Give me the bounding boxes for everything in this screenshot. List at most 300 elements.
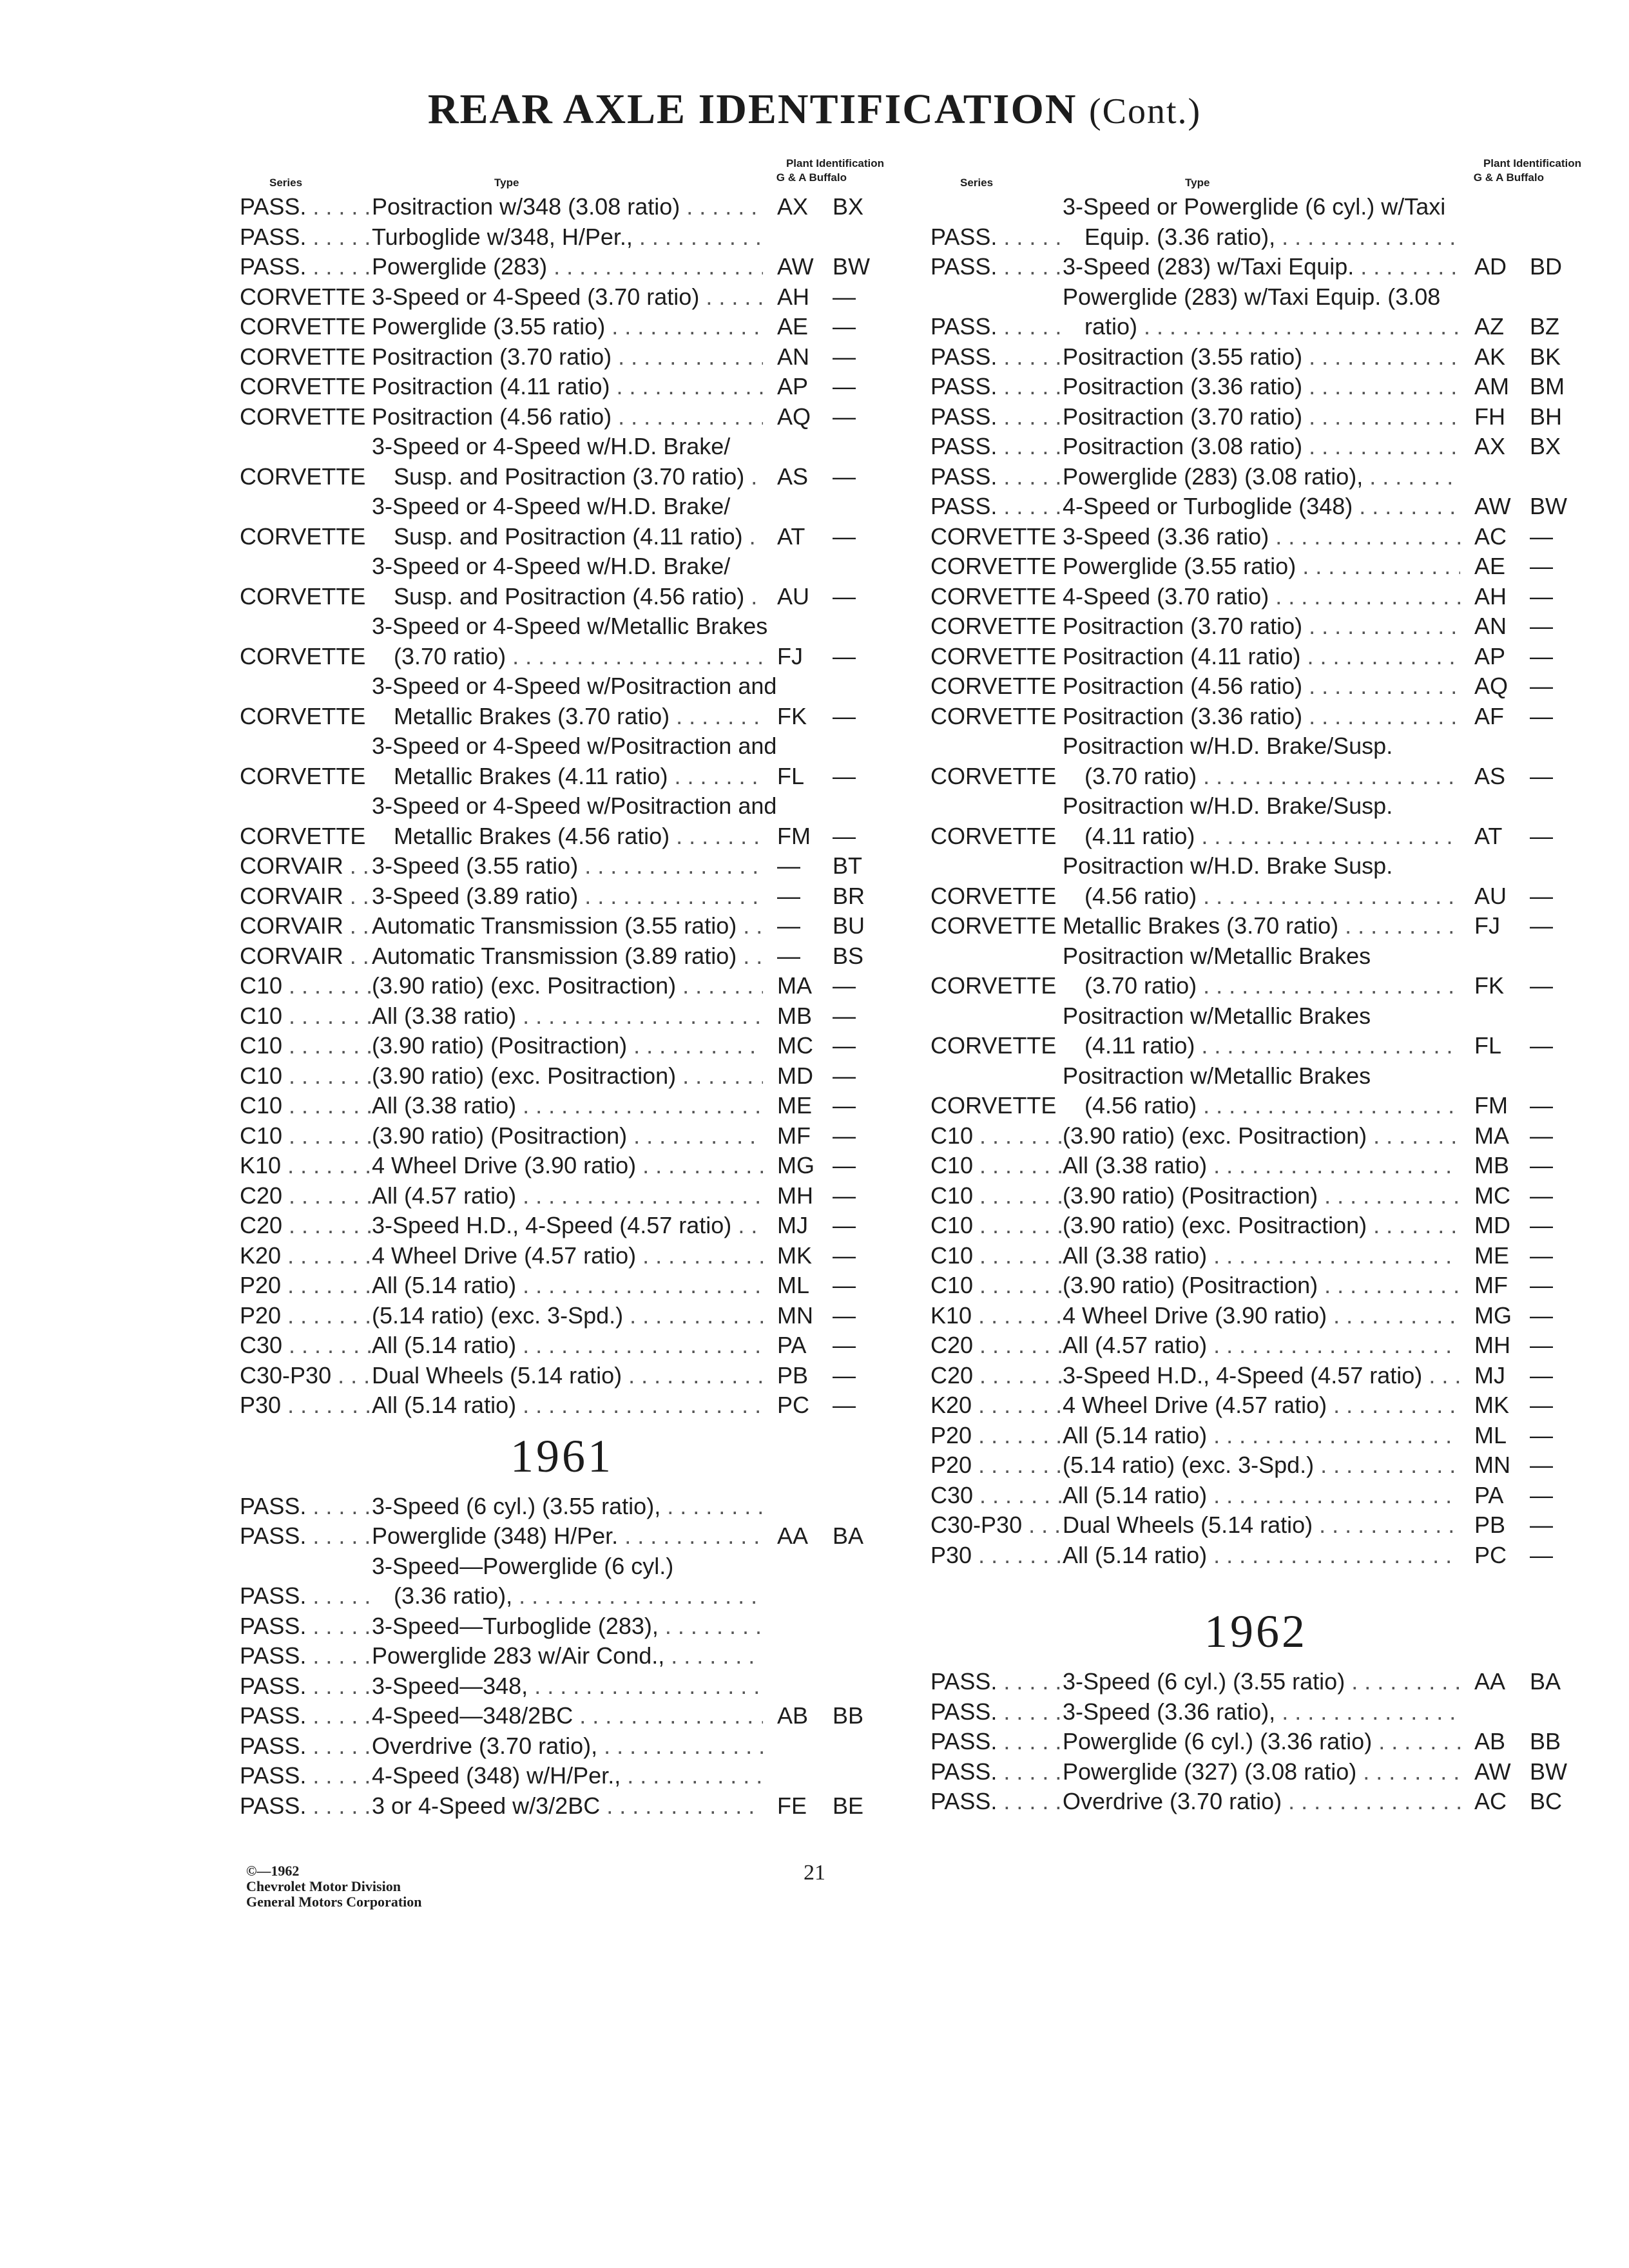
buffalo-code-cell: BK <box>1530 343 1561 370</box>
type-line: 4-Speed (3.70 ratio) . . . <box>1063 582 1460 612</box>
buffalo-code-cell: — <box>1530 1361 1553 1389</box>
series-cell: C10 . . . <box>240 1061 372 1091</box>
table-row <box>240 1731 884 1762</box>
ga-code-cell: AA <box>777 1523 809 1549</box>
series-cell: C10 . . . <box>240 1001 372 1032</box>
table-row <box>930 642 1581 672</box>
buffalo-code-cell: — <box>833 1152 856 1178</box>
table-row <box>930 791 1581 851</box>
type-line: (3.90 ratio) (Positraction) . . . <box>1063 1181 1460 1211</box>
type-line: Powerglide (3.55 ratio) . . . <box>1063 552 1460 582</box>
table-row <box>930 1301 1581 1331</box>
series-cell: CORVETTE . . . <box>240 762 372 792</box>
buffalo-code-cell: BD <box>1530 253 1563 280</box>
series-cell: K20 . . . <box>930 1390 1063 1421</box>
series-cell: PASS. . . . <box>240 1581 372 1611</box>
ga-code-cell: AE <box>777 313 809 340</box>
type-line: Positraction w/Metallic Brakes <box>1063 942 1371 969</box>
type-cell <box>372 312 763 342</box>
table-row <box>240 1701 884 1731</box>
type-cell <box>1063 582 1460 612</box>
table-row <box>240 252 884 282</box>
ga-code-cell: MD <box>1474 1212 1510 1238</box>
series-cell: C30-P30 . . . <box>930 1510 1063 1541</box>
series-cell: CORVETTE . . . <box>240 342 372 372</box>
buffalo-code-cell: — <box>1530 912 1553 939</box>
series-cell: CORVETTE . . . <box>930 911 1063 941</box>
table-row <box>930 911 1581 941</box>
series-cell: C10 . . . <box>930 1121 1063 1151</box>
ga-code-cell: PC <box>777 1392 810 1418</box>
page-number: 21 <box>804 1861 825 1885</box>
ga-code-cell: PC <box>1474 1541 1507 1568</box>
ga-code-cell: ML <box>1474 1421 1507 1448</box>
type-line: All (5.14 ratio) . . . <box>372 1390 763 1421</box>
type-line: 3-Speed or 4-Speed w/H.D. Brake/ <box>372 433 731 459</box>
type-line: 3-Speed (6 cyl.) (3.55 ratio), . . . <box>372 1492 763 1522</box>
buffalo-code-cell: — <box>833 283 856 310</box>
ga-code-cell: AA <box>1474 1668 1506 1695</box>
ga-code-cell: AS <box>1474 762 1506 789</box>
type-line: Powerglide (6 cyl.) (3.36 ratio) . . . <box>1063 1727 1460 1757</box>
series-cell: CORVETTE . . . <box>930 552 1063 582</box>
type-line: (3.90 ratio) (Positraction) . . . <box>372 1031 763 1061</box>
type-line: Positraction (3.36 ratio) . . . <box>1063 372 1460 402</box>
table-row <box>240 1271 884 1301</box>
series-cell: PASS. . . . <box>930 372 1063 402</box>
type-line: 3-Speed—Powerglide (6 cyl.) <box>372 1552 674 1579</box>
buffalo-code-cell: — <box>1530 673 1553 699</box>
type-cell <box>372 1061 763 1091</box>
ga-code-cell: AQ <box>1474 673 1509 699</box>
series-cell: PASS. . . . <box>930 492 1063 522</box>
table-row <box>240 731 884 791</box>
table-row <box>930 1667 1581 1697</box>
ga-code-cell: MN <box>777 1302 813 1329</box>
ga-code-cell: PB <box>777 1361 809 1389</box>
type-cell <box>372 552 763 611</box>
buffalo-code-cell: — <box>833 972 856 999</box>
series-cell: C30 . . . <box>240 1331 372 1361</box>
type-cell <box>372 282 763 312</box>
type-cell <box>1063 791 1460 851</box>
table-row <box>930 1481 1581 1511</box>
ga-code-cell: AH <box>1474 582 1507 610</box>
type-cell <box>372 671 777 731</box>
type-line: (4.11 ratio) . . . <box>1063 822 1460 852</box>
table-row <box>930 192 1581 252</box>
series-cell: CORVETTE . . . <box>930 671 1063 702</box>
type-line: (4.56 ratio) . . . <box>1063 881 1460 912</box>
ga-code-cell: AP <box>777 373 809 399</box>
table-row <box>930 402 1581 432</box>
series-cell: P30 . . . <box>930 1541 1063 1571</box>
table-row <box>240 222 884 253</box>
series-cell: C10 . . . <box>930 1181 1063 1211</box>
type-line: 4 Wheel Drive (3.90 ratio) . . . <box>1063 1301 1460 1331</box>
series-cell: CORVAIR . . . <box>240 911 372 941</box>
type-cell <box>372 222 763 253</box>
buffalo-code-cell: — <box>1530 1272 1553 1298</box>
type-line: Positraction (3.70 ratio) . . . <box>1063 611 1460 642</box>
series-cell: K10 . . . <box>240 1151 372 1181</box>
buffalo-code-cell: — <box>1530 613 1553 639</box>
ga-code-cell: AB <box>777 1702 809 1729</box>
ga-code-cell: AH <box>777 283 810 310</box>
buffalo-code-cell: BE <box>833 1792 864 1819</box>
buffalo-code-cell: — <box>833 762 856 789</box>
type-cell <box>1063 1510 1460 1541</box>
ga-code-cell: MK <box>1474 1392 1509 1418</box>
type-cell <box>1063 1361 1460 1391</box>
type-line: 3-Speed or 4-Speed w/H.D. Brake/ <box>372 493 731 519</box>
type-cell <box>1063 1151 1460 1181</box>
table-row <box>930 252 1581 282</box>
table-row <box>240 1390 884 1421</box>
ga-code-cell: AW <box>1474 493 1511 519</box>
type-cell <box>372 941 763 972</box>
table-row <box>240 881 884 912</box>
type-cell <box>372 1492 763 1522</box>
type-cell <box>372 1151 763 1181</box>
type-cell <box>372 1301 763 1331</box>
type-cell <box>1063 1481 1460 1511</box>
series-cell: CORVETTE . . . <box>240 402 372 432</box>
table-row <box>930 342 1581 372</box>
series-cell: PASS. . . . <box>240 1671 372 1702</box>
ga-code-cell: MB <box>777 1002 812 1029</box>
table-row <box>930 1241 1581 1271</box>
series-cell: CORVETTE . . . <box>240 522 372 552</box>
type-cell <box>372 1390 763 1421</box>
table-row <box>930 522 1581 552</box>
type-line: All (5.14 ratio) . . . <box>1063 1481 1460 1511</box>
series-cell: CORVETTE . . . <box>240 282 372 312</box>
type-cell <box>1063 282 1460 342</box>
type-line: 3-Speed or 4-Speed w/Positraction and <box>372 793 777 819</box>
series-cell: CORVAIR . . . <box>240 851 372 881</box>
table-row <box>240 312 884 342</box>
table-row <box>930 1061 1581 1121</box>
type-line: 3-Speed (3.89 ratio) . . . <box>372 881 763 912</box>
type-line: All (4.57 ratio) . . . <box>1063 1331 1460 1361</box>
series-cell: C10 . . . <box>240 1121 372 1151</box>
ga-code-cell: MH <box>1474 1332 1510 1358</box>
table-row <box>240 911 884 941</box>
buffalo-code-cell: — <box>1530 1392 1553 1418</box>
table-row <box>930 462 1581 492</box>
buffalo-code-cell: BX <box>833 193 864 220</box>
type-cell <box>1063 1787 1460 1817</box>
type-line: 3-Speed or 4-Speed w/Positraction and <box>372 733 777 759</box>
type-cell <box>1063 1241 1460 1271</box>
type-cell <box>1063 671 1460 702</box>
buffalo-code-cell: — <box>833 1392 856 1418</box>
type-cell <box>372 911 763 941</box>
series-cell: CORVETTE . . . <box>930 1031 1063 1061</box>
table-row <box>930 671 1581 702</box>
type-cell <box>372 881 763 912</box>
type-cell <box>372 252 763 282</box>
table-row <box>240 611 884 671</box>
type-line: 3-Speed (283) w/Taxi Equip. . . . <box>1063 252 1460 282</box>
series-cell: PASS. . . . <box>930 312 1063 342</box>
type-line: All (3.38 ratio) . . . <box>372 1091 763 1121</box>
series-cell: CORVETTE . . . <box>240 822 372 852</box>
type-cell <box>372 1701 763 1731</box>
type-line: Positraction (3.70 ratio) . . . <box>1063 402 1460 432</box>
buffalo-code-cell: BW <box>1530 493 1567 519</box>
type-line: Dual Wheels (5.14 ratio) . . . <box>1063 1510 1460 1541</box>
header-series: Series <box>960 177 994 189</box>
ga-code-cell: MF <box>1474 1272 1508 1298</box>
series-cell: CORVAIR . . . <box>240 881 372 912</box>
table-row <box>930 1541 1581 1571</box>
table-row <box>930 1787 1581 1817</box>
table-row <box>930 1697 1581 1727</box>
series-cell: PASS. . . . <box>240 192 372 222</box>
series-cell: CORVETTE . . . <box>930 702 1063 732</box>
type-line: 4-Speed or Turboglide (348) . . . <box>1063 492 1460 522</box>
series-cell: CORVETTE . . . <box>240 702 372 732</box>
ga-code-cell: FM <box>777 822 811 849</box>
table-row <box>930 282 1581 342</box>
type-cell <box>1063 552 1460 582</box>
series-cell: PASS. . . . <box>930 222 1063 253</box>
buffalo-code-cell: BW <box>1530 1758 1567 1785</box>
type-cell <box>1063 731 1460 791</box>
ga-code-cell: AP <box>1474 642 1506 669</box>
ga-code-cell: AZ <box>1474 313 1505 340</box>
buffalo-code-cell: BB <box>1530 1728 1561 1754</box>
type-cell <box>372 1641 763 1671</box>
buffalo-code-cell: BX <box>1530 433 1561 459</box>
type-line: 4-Speed (348) w/H/Per., . . . <box>372 1761 763 1791</box>
ga-code-cell: PA <box>1474 1481 1504 1508</box>
series-cell: P20 . . . <box>240 1301 372 1331</box>
type-line: Powerglide (283) w/Taxi Equip. (3.08 <box>1063 283 1441 310</box>
buffalo-code-cell: — <box>1530 1242 1553 1269</box>
series-cell: C10 . . . <box>930 1151 1063 1181</box>
ga-code-cell: AW <box>777 253 814 280</box>
type-line: Metallic Brakes (3.70 ratio) . . . <box>1063 911 1460 941</box>
table-row <box>930 1121 1581 1151</box>
type-cell <box>1063 252 1460 282</box>
ga-code-cell: AD <box>1474 253 1507 280</box>
type-line: Automatic Transmission (3.89 ratio) . . . <box>372 941 763 972</box>
ga-code-cell: FJ <box>777 642 803 669</box>
buffalo-code-cell: BC <box>1530 1788 1563 1814</box>
series-cell: C10 . . . <box>240 1091 372 1121</box>
table-row <box>240 1521 884 1552</box>
series-cell: CORVETTE . . . <box>930 881 1063 912</box>
buffalo-code-cell: — <box>1530 1421 1553 1448</box>
table-row <box>930 731 1581 791</box>
table-1961-right <box>930 192 1581 1570</box>
type-cell <box>1063 1001 1460 1061</box>
type-line: Positraction (4.11 ratio) . . . <box>1063 642 1460 672</box>
header-plants: G & A Buffalo <box>776 171 847 184</box>
table-row <box>240 1121 884 1151</box>
buffalo-code-cell: — <box>1530 1122 1553 1149</box>
header-type: Type <box>494 177 519 189</box>
table-row <box>930 1181 1581 1211</box>
type-cell <box>372 192 763 222</box>
type-cell <box>1063 1541 1460 1571</box>
table-1961 <box>240 1492 884 1821</box>
ga-code-cell: AC <box>1474 1788 1507 1814</box>
buffalo-code-cell: — <box>833 1302 856 1329</box>
ga-code-cell: AQ <box>777 403 811 430</box>
type-line: Positraction (4.56 ratio) . . . <box>372 402 763 432</box>
type-cell <box>372 1001 763 1032</box>
ga-code-cell: MB <box>1474 1152 1509 1178</box>
type-cell <box>372 1611 763 1642</box>
type-cell <box>372 432 763 492</box>
ga-code-cell: MA <box>777 972 812 999</box>
table-row <box>930 1271 1581 1301</box>
series-cell: CORVETTE . . . <box>930 582 1063 612</box>
series-cell: CORVETTE . . . <box>930 822 1063 852</box>
header-plant: Plant Identification <box>786 157 884 169</box>
type-line: 3-Speed (3.55 ratio) . . . <box>372 851 763 881</box>
buffalo-code-cell: — <box>1530 1452 1553 1478</box>
series-cell: P20 . . . <box>240 1271 372 1301</box>
table-1960-left <box>240 192 884 1421</box>
ga-code-cell: — <box>777 912 800 939</box>
ga-code-cell: FE <box>777 1792 807 1819</box>
series-cell: PASS. . . . <box>240 1701 372 1731</box>
buffalo-code-cell: — <box>1530 523 1553 550</box>
header-series: Series <box>269 177 303 189</box>
table-row <box>930 1211 1581 1241</box>
series-cell: PASS. . . . <box>930 252 1063 282</box>
type-cell <box>372 402 763 432</box>
ga-code-cell: MN <box>1474 1452 1510 1478</box>
type-line: (4.56 ratio) . . . <box>1063 1091 1460 1121</box>
series-cell: C30 . . . <box>930 1481 1063 1511</box>
table-row <box>240 1061 884 1091</box>
buffalo-code-cell: — <box>833 1182 856 1209</box>
type-line: Metallic Brakes (3.70 ratio) . . . <box>372 702 763 732</box>
ga-code-cell: ME <box>777 1092 812 1119</box>
buffalo-code-cell: BB <box>833 1702 864 1729</box>
type-line: Positraction w/H.D. Brake/Susp. <box>1063 793 1393 819</box>
series-cell: C30-P30 . . . <box>240 1361 372 1391</box>
type-line: 4-Speed—348/2BC . . . <box>372 1701 763 1731</box>
buffalo-code-cell: — <box>1530 1032 1553 1059</box>
buffalo-code-cell: — <box>833 1272 856 1298</box>
buffalo-code-cell: — <box>1530 762 1553 789</box>
ga-code-cell: AF <box>1474 702 1505 729</box>
type-cell <box>372 1181 763 1211</box>
type-cell <box>1063 342 1460 372</box>
title-cont: (Cont.) <box>1088 91 1202 131</box>
table-row <box>240 1211 884 1241</box>
series-cell: C10 . . . <box>930 1271 1063 1301</box>
header-plant: Plant Identification <box>1483 157 1581 169</box>
table-row <box>240 1552 884 1611</box>
type-cell <box>372 1121 763 1151</box>
buffalo-code-cell: — <box>833 822 856 849</box>
type-line: (3.70 ratio) . . . <box>1063 971 1460 1001</box>
series-cell: PASS. . . . <box>930 462 1063 492</box>
buffalo-code-cell: — <box>833 403 856 430</box>
buffalo-code-cell: — <box>833 1332 856 1358</box>
type-line: Positraction (3.08 ratio) . . . <box>1063 432 1460 462</box>
type-line: 3-Speed or 4-Speed (3.70 ratio) . . . <box>372 282 763 312</box>
type-cell <box>372 791 777 851</box>
series-cell: PASS. . . . <box>240 1611 372 1642</box>
buffalo-code-cell: BM <box>1530 373 1565 399</box>
series-cell: PASS. . . . <box>930 432 1063 462</box>
table-row <box>930 432 1581 462</box>
series-cell: C20 . . . <box>240 1211 372 1241</box>
buffalo-code-cell: — <box>1530 642 1553 669</box>
table-row <box>930 1450 1581 1481</box>
type-cell <box>372 1791 763 1821</box>
type-cell <box>372 971 763 1001</box>
table-row <box>240 1671 884 1702</box>
type-line: Powerglide (327) (3.08 ratio) . . . <box>1063 1757 1460 1787</box>
header-type: Type <box>1185 177 1210 189</box>
series-cell: PASS. . . . <box>930 1697 1063 1727</box>
table-row <box>240 1641 884 1671</box>
table-row <box>240 1791 884 1821</box>
buffalo-code-cell: — <box>833 463 856 490</box>
type-cell <box>372 1271 763 1301</box>
ga-code-cell: AS <box>777 463 809 490</box>
series-cell: CORVETTE . . . <box>240 642 372 672</box>
buffalo-code-cell: — <box>1530 972 1553 999</box>
type-line: Powerglide (283) . . . <box>372 252 763 282</box>
ga-code-cell: AN <box>1474 613 1507 639</box>
table-row <box>930 582 1581 612</box>
buffalo-code-cell: BW <box>833 253 870 280</box>
series-cell: CORVETTE . . . <box>240 462 372 492</box>
series-cell: P30 . . . <box>240 1390 372 1421</box>
buffalo-code-cell: — <box>833 1242 856 1269</box>
type-cell <box>372 1731 763 1762</box>
table-row <box>240 1181 884 1211</box>
buffalo-code-cell: — <box>833 702 856 729</box>
type-cell <box>1063 851 1460 911</box>
type-cell <box>1063 372 1460 402</box>
ga-code-cell: — <box>777 882 800 909</box>
type-cell <box>1063 1271 1460 1301</box>
buffalo-code-cell: — <box>1530 1332 1553 1358</box>
type-line: 3 or 4-Speed w/3/2BC . . . <box>372 1791 763 1821</box>
type-cell <box>1063 1301 1460 1331</box>
type-cell <box>372 851 763 881</box>
column-header <box>240 155 884 192</box>
ga-code-cell: MG <box>777 1152 815 1178</box>
table-row <box>240 1001 884 1032</box>
type-line: Metallic Brakes (4.56 ratio) . . . <box>372 822 763 852</box>
ga-code-cell: AX <box>777 193 809 220</box>
type-line: Powerglide 283 w/Air Cond., . . . <box>372 1641 763 1671</box>
type-cell <box>1063 911 1460 941</box>
type-line: (3.36 ratio), . . . <box>372 1581 763 1611</box>
series-cell: PASS. . . . <box>240 1731 372 1762</box>
series-cell: PASS. . . . <box>930 1787 1063 1817</box>
buffalo-code-cell: BZ <box>1530 313 1560 340</box>
series-cell: CORVETTE . . . <box>240 582 372 612</box>
buffalo-code-cell: — <box>833 1361 856 1389</box>
type-line: Overdrive (3.70 ratio), . . . <box>372 1731 763 1762</box>
type-cell <box>372 1671 763 1702</box>
ga-code-cell: MC <box>777 1032 813 1059</box>
